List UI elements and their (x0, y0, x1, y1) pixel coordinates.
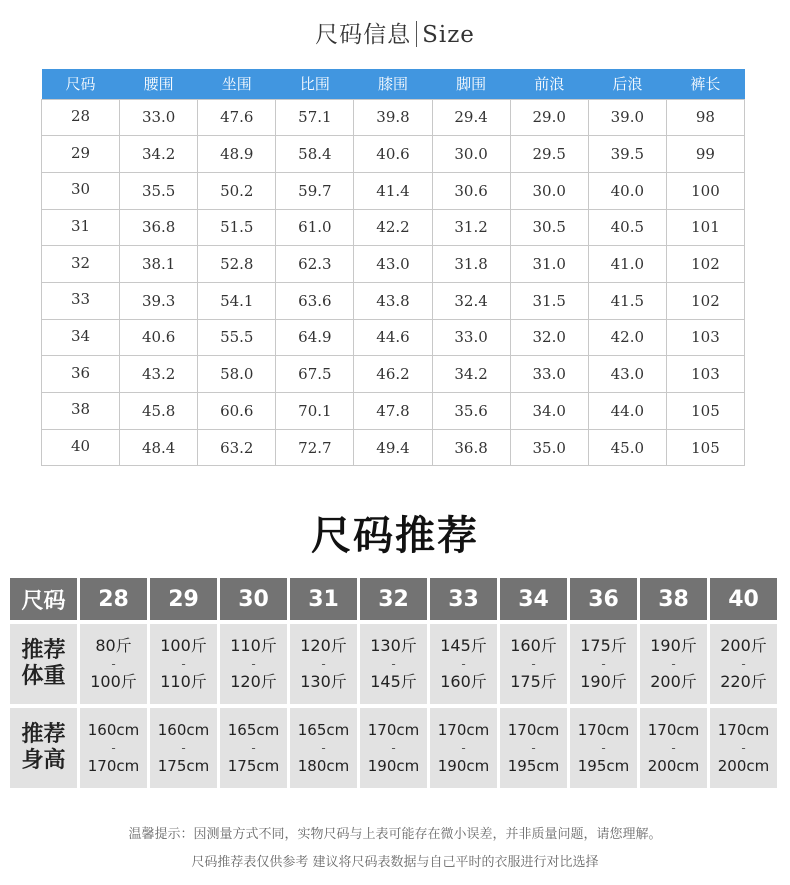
table-cell: 31.8 (432, 246, 510, 283)
recommend-label-line: 体重 (21, 664, 66, 689)
range-min: 170cm (437, 721, 490, 739)
title-divider (416, 21, 417, 47)
recommend-height-cell (150, 708, 217, 788)
range-separator: - (321, 657, 326, 671)
recommend-size-row (10, 578, 780, 620)
table-cell: 64.9 (276, 319, 354, 356)
table-cell: 30.6 (432, 172, 510, 209)
range-min: 160cm (87, 721, 140, 739)
recommend-height-cell (430, 708, 497, 788)
table-cell: 41.4 (354, 172, 432, 209)
table-cell: 48.4 (120, 429, 198, 466)
range-min: 190斤 (650, 636, 697, 655)
range-separator: - (181, 741, 186, 755)
range-max: 160斤 (440, 672, 487, 691)
table-cell: 46.2 (354, 356, 432, 393)
table-cell: 45.0 (588, 429, 666, 466)
range-max: 190cm (367, 757, 420, 775)
table-cell: 29 (42, 136, 120, 173)
table-cell: 62.3 (276, 246, 354, 283)
table-cell: 49.4 (354, 429, 432, 466)
recommend-weight-cell (430, 624, 497, 704)
table-cell: 44.6 (354, 319, 432, 356)
table-cell: 29.0 (510, 99, 588, 136)
range-separator: - (601, 657, 606, 671)
table-cell: 34.2 (120, 136, 198, 173)
size-info-title-zh: 尺码信息 (315, 22, 412, 48)
size-table-header-cell: 前浪 (510, 69, 588, 99)
range-min: 175斤 (580, 636, 627, 655)
table-cell: 101 (666, 209, 744, 246)
table-cell: 40.0 (588, 172, 666, 209)
table-cell: 29.5 (510, 136, 588, 173)
table-cell: 61.0 (276, 209, 354, 246)
range-max: 120斤 (230, 672, 277, 691)
table-cell: 43.8 (354, 282, 432, 319)
recommend-height-cell (360, 708, 427, 788)
recommend-size-cell: 30 (220, 578, 287, 620)
range-max: 175cm (157, 757, 210, 775)
table-cell: 42.0 (588, 319, 666, 356)
recommend-weight-cell (710, 624, 777, 704)
recommend-weight-cell (640, 624, 707, 704)
recommend-height-cell (80, 708, 147, 788)
table-row (42, 282, 745, 319)
table-cell: 30 (42, 172, 120, 209)
range-separator: - (111, 741, 116, 755)
range-separator: - (251, 741, 256, 755)
table-cell: 38 (42, 393, 120, 430)
recommend-size-cell: 33 (430, 578, 497, 620)
recommend-size-cell: 29 (150, 578, 217, 620)
range-separator: - (741, 657, 746, 671)
recommend-size-cell: 38 (640, 578, 707, 620)
recommend-weight-row (10, 624, 780, 704)
table-cell: 59.7 (276, 172, 354, 209)
table-cell: 41.0 (588, 246, 666, 283)
size-table-header-cell: 比围 (276, 69, 354, 99)
table-cell: 31.2 (432, 209, 510, 246)
range-max: 195cm (507, 757, 560, 775)
range-min: 145斤 (440, 636, 487, 655)
table-cell: 52.8 (198, 246, 276, 283)
table-cell: 43.0 (588, 356, 666, 393)
range-min: 170cm (507, 721, 560, 739)
size-table-header-cell: 尺码 (42, 69, 120, 99)
range-separator: - (111, 657, 116, 671)
table-cell: 34.2 (432, 356, 510, 393)
table-cell: 47.8 (354, 393, 432, 430)
table-cell: 100 (666, 172, 744, 209)
table-cell: 28 (42, 99, 120, 136)
table-cell: 39.5 (588, 136, 666, 173)
range-max: 170cm (87, 757, 140, 775)
table-cell: 31.5 (510, 282, 588, 319)
recommend-label-line: 身高 (21, 748, 66, 773)
range-max: 195cm (577, 757, 630, 775)
range-separator: - (601, 741, 606, 755)
table-row (42, 429, 745, 466)
recommend-height-row (10, 708, 780, 788)
table-cell: 32.4 (432, 282, 510, 319)
table-cell: 55.5 (198, 319, 276, 356)
range-max: 200cm (717, 757, 770, 775)
table-cell: 72.7 (276, 429, 354, 466)
recommend-height-cell (290, 708, 357, 788)
size-info-table (41, 69, 745, 466)
recommend-size-cell: 34 (500, 578, 567, 620)
table-cell: 38.1 (120, 246, 198, 283)
range-separator: - (531, 657, 536, 671)
size-table-body (42, 99, 745, 466)
range-separator: - (391, 741, 396, 755)
range-max: 175cm (227, 757, 280, 775)
size-info-title (0, 16, 790, 49)
range-separator: - (461, 657, 466, 671)
size-table-header-cell: 裤长 (666, 69, 744, 99)
table-cell: 32 (42, 246, 120, 283)
range-max: 110斤 (160, 672, 207, 691)
range-max: 200斤 (650, 672, 697, 691)
table-cell: 31.0 (510, 246, 588, 283)
table-cell: 54.1 (198, 282, 276, 319)
table-cell: 102 (666, 246, 744, 283)
recommend-height-cell (640, 708, 707, 788)
table-cell: 105 (666, 429, 744, 466)
table-cell: 40.6 (120, 319, 198, 356)
table-cell: 41.5 (588, 282, 666, 319)
measurement-note: 温馨提示：因测量方式不同，实物尺码与上表可能存在微小误差，并非质量问题，请您理解。 (128, 827, 662, 842)
table-cell: 40.6 (354, 136, 432, 173)
recommend-weight-cell (80, 624, 147, 704)
range-min: 170cm (717, 721, 770, 739)
recommend-weight-cell (150, 624, 217, 704)
range-min: 100斤 (160, 636, 207, 655)
table-cell: 33.0 (120, 99, 198, 136)
table-cell: 35.6 (432, 393, 510, 430)
recommend-weight-label (10, 624, 77, 704)
table-row (42, 209, 745, 246)
table-cell: 60.6 (198, 393, 276, 430)
table-cell: 63.2 (198, 429, 276, 466)
range-separator: - (251, 657, 256, 671)
table-cell: 58.4 (276, 136, 354, 173)
range-max: 100斤 (90, 672, 137, 691)
recommend-size-label: 尺码 (10, 578, 77, 620)
table-cell: 57.1 (276, 99, 354, 136)
table-row (42, 393, 745, 430)
recommend-weight-cell (570, 624, 637, 704)
range-separator: - (671, 741, 676, 755)
recommend-weight-cell (290, 624, 357, 704)
table-row (42, 172, 745, 209)
recommend-height-cell (220, 708, 287, 788)
table-cell: 45.8 (120, 393, 198, 430)
range-max: 190斤 (580, 672, 627, 691)
table-cell: 102 (666, 282, 744, 319)
size-table-header-cell: 后浪 (588, 69, 666, 99)
table-cell: 40 (42, 429, 120, 466)
table-cell: 33.0 (432, 319, 510, 356)
range-min: 170cm (367, 721, 420, 739)
recommend-weight-cell (360, 624, 427, 704)
range-min: 200斤 (720, 636, 767, 655)
table-cell: 35.5 (120, 172, 198, 209)
range-min: 80斤 (95, 636, 132, 655)
range-min: 170cm (647, 721, 700, 739)
range-separator: - (671, 657, 676, 671)
table-cell: 47.6 (198, 99, 276, 136)
table-cell: 98 (666, 99, 744, 136)
table-cell: 43.2 (120, 356, 198, 393)
table-cell: 35.0 (510, 429, 588, 466)
table-cell: 29.4 (432, 99, 510, 136)
table-cell: 36 (42, 356, 120, 393)
table-cell: 39.3 (120, 282, 198, 319)
table-cell: 39.8 (354, 99, 432, 136)
recommend-size-cell: 36 (570, 578, 637, 620)
table-cell: 50.2 (198, 172, 276, 209)
range-separator: - (321, 741, 326, 755)
table-cell: 105 (666, 393, 744, 430)
range-max: 180cm (297, 757, 350, 775)
table-cell: 58.0 (198, 356, 276, 393)
recommend-size-cell: 40 (710, 578, 777, 620)
table-cell: 99 (666, 136, 744, 173)
range-max: 200cm (647, 757, 700, 775)
table-cell: 36.8 (120, 209, 198, 246)
table-cell: 42.2 (354, 209, 432, 246)
range-min: 160cm (157, 721, 210, 739)
table-cell: 43.0 (354, 246, 432, 283)
table-cell: 39.0 (588, 99, 666, 136)
size-recommend-table (10, 578, 780, 792)
table-cell: 33 (42, 282, 120, 319)
range-min: 120斤 (300, 636, 347, 655)
recommend-weight-cell (220, 624, 287, 704)
recommend-height-cell (500, 708, 567, 788)
recommend-label-line: 推荐 (21, 722, 66, 747)
range-max: 145斤 (370, 672, 417, 691)
range-separator: - (741, 741, 746, 755)
table-cell: 30.5 (510, 209, 588, 246)
range-separator: - (461, 741, 466, 755)
range-min: 165cm (297, 721, 350, 739)
size-table-header-cell: 腰围 (120, 69, 198, 99)
reference-note: 尺码推荐表仅供参考 建议将尺码表数据与自己平时的衣服进行对比选择 (191, 855, 599, 870)
range-max: 190cm (437, 757, 490, 775)
table-cell: 48.9 (198, 136, 276, 173)
size-table-header-row (42, 69, 745, 99)
table-row (42, 319, 745, 356)
range-separator: - (531, 741, 536, 755)
recommend-height-cell (710, 708, 777, 788)
range-min: 170cm (577, 721, 630, 739)
table-cell: 30.0 (510, 172, 588, 209)
table-cell: 40.5 (588, 209, 666, 246)
table-cell: 33.0 (510, 356, 588, 393)
range-max: 220斤 (720, 672, 767, 691)
table-cell: 103 (666, 319, 744, 356)
range-min: 160斤 (510, 636, 557, 655)
recommend-label-line: 推荐 (21, 638, 66, 663)
table-cell: 44.0 (588, 393, 666, 430)
range-max: 130斤 (300, 672, 347, 691)
size-table-header-cell: 膝围 (354, 69, 432, 99)
table-cell: 32.0 (510, 319, 588, 356)
recommend-height-label (10, 708, 77, 788)
table-row (42, 99, 745, 136)
recommend-size-cell: 32 (360, 578, 427, 620)
range-max: 175斤 (510, 672, 557, 691)
range-min: 130斤 (370, 636, 417, 655)
table-cell: 36.8 (432, 429, 510, 466)
table-cell: 103 (666, 356, 744, 393)
table-cell: 30.0 (432, 136, 510, 173)
recommend-size-cell: 31 (290, 578, 357, 620)
range-min: 110斤 (230, 636, 277, 655)
table-cell: 34 (42, 319, 120, 356)
table-cell: 34.0 (510, 393, 588, 430)
table-cell: 67.5 (276, 356, 354, 393)
range-separator: - (181, 657, 186, 671)
table-cell: 31 (42, 209, 120, 246)
table-row (42, 246, 745, 283)
table-row (42, 136, 745, 173)
table-cell: 63.6 (276, 282, 354, 319)
size-table-header-cell: 坐围 (198, 69, 276, 99)
recommend-size-cell: 28 (80, 578, 147, 620)
table-row (42, 356, 745, 393)
size-info-title-en: Size (422, 22, 475, 48)
recommend-height-cell (570, 708, 637, 788)
range-separator: - (391, 657, 396, 671)
range-min: 165cm (227, 721, 280, 739)
table-cell: 70.1 (276, 393, 354, 430)
size-table-header-cell: 脚围 (432, 69, 510, 99)
recommend-weight-cell (500, 624, 567, 704)
table-cell: 51.5 (198, 209, 276, 246)
size-recommend-title: 尺码推荐 (311, 513, 479, 559)
